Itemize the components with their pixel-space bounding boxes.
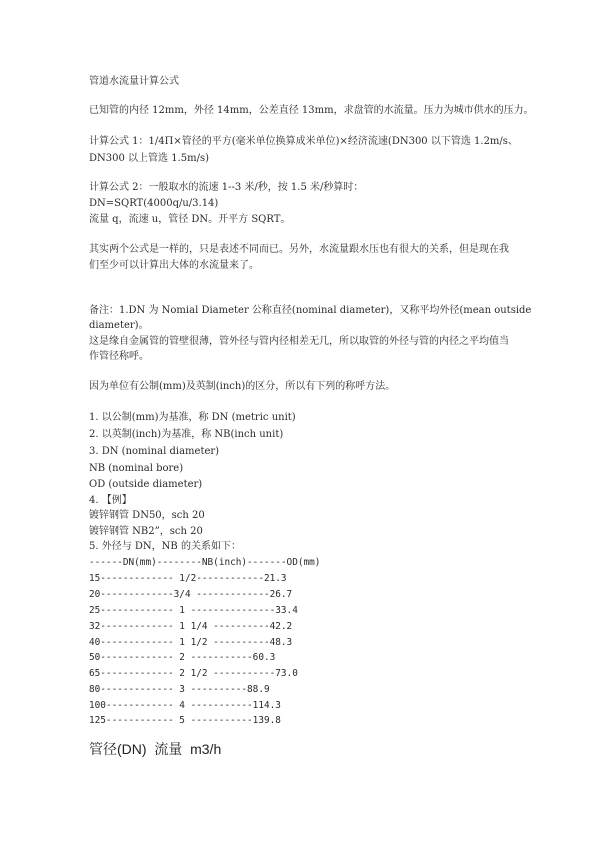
list-item-3: 3. DN (nominal diameter) <box>89 446 220 457</box>
table-row: 100------------ 4 -----------114.3 <box>89 700 281 711</box>
note-line1: 备注：1.DN 为 Nomial Diameter 公称直径(nominal diameter)，又称平均外径(mean outside <box>89 305 532 316</box>
summary-line2: 们至少可以计算出大体的水流量来了。 <box>89 260 259 271</box>
table-row: 15------------- 1/2------------21.3 <box>89 573 287 584</box>
note-line3: 这是缘自金属管的管壁很薄，管外径与管内径相差无几，所以取管的外径与管的内径之平均值当 <box>89 336 509 347</box>
table-header: ------DN(mm)--------NB(inch)-------OD(mm) <box>89 557 321 568</box>
formula2-line2: DN=SQRT(4000q/u/3.14) <box>89 198 219 209</box>
list-item-1: 1. 以公制(mm)为基准，称 DN (metric unit) <box>89 412 296 423</box>
formula1-line2: DN300 以上管选 1.5m/s) <box>89 153 209 164</box>
list-item-3b: OD (outside diameter) <box>89 479 203 490</box>
formula2-line1: 计算公式 2：一般取水的流速 1--3 米/秒，按 1.5 米/秒算时： <box>89 182 364 193</box>
list-item-4: 4. 【例】 <box>89 495 132 506</box>
units-intro: 因为单位有公制(mm)及英制(inch)的区分，所以有下列的称呼方法。 <box>89 381 396 392</box>
table-row: 20-------------3/4 -------------26.7 <box>89 589 293 600</box>
note-line4: 作管径称呼。 <box>89 351 149 362</box>
list-item-4b: 镀锌钢管 NB2”，sch 20 <box>89 526 203 537</box>
table-row: 32------------- 1 1/4 ----------42.2 <box>89 621 293 632</box>
list-item-4a: 镀锌钢管 DN50，sch 20 <box>89 510 205 521</box>
table-row: 125------------ 5 -----------139.8 <box>89 715 281 726</box>
list-item-3a: NB (nominal bore) <box>89 463 184 474</box>
list-item-2: 2. 以英制(inch)为基准，称 NB(inch unit) <box>89 429 284 440</box>
formula2-line3: 流量 q，流速 u，管径 DN。开平方 SQRT。 <box>89 214 291 225</box>
table-row: 50------------- 2 -----------60.3 <box>89 652 276 663</box>
formula1-line1: 计算公式 1：1/4Π×管径的平方(毫米单位换算成米单位)×经济流速(DN300 以下管选 1.2m/s、 <box>89 136 518 147</box>
summary-line1: 其实两个公式是一样的，只是表述不同而已。另外，水流量跟水压也有很大的关系，但是现在我 <box>89 244 509 255</box>
document-title: 管道水流量计算公式 <box>89 76 179 87</box>
table-row: 80------------- 3 ----------88.9 <box>89 684 270 695</box>
paragraph-known: 已知管的内径 12mm，外径 14mm，公差直径 13mm，求盘管的水流量。压力为城市供水的压力。 <box>89 105 534 116</box>
list-item-5: 5. 外径与 DN，NB 的关系如下： <box>89 541 241 552</box>
table-row: 65------------- 2 1/2 -----------73.0 <box>89 668 298 679</box>
footer-heading: 管径(DN) 流量 m3/h <box>89 741 222 757</box>
table-row: 25------------- 1 ---------------33.4 <box>89 605 298 616</box>
note-line2: diameter)。 <box>89 320 149 331</box>
table-row: 40------------- 1 1/2 ----------48.3 <box>89 637 293 648</box>
